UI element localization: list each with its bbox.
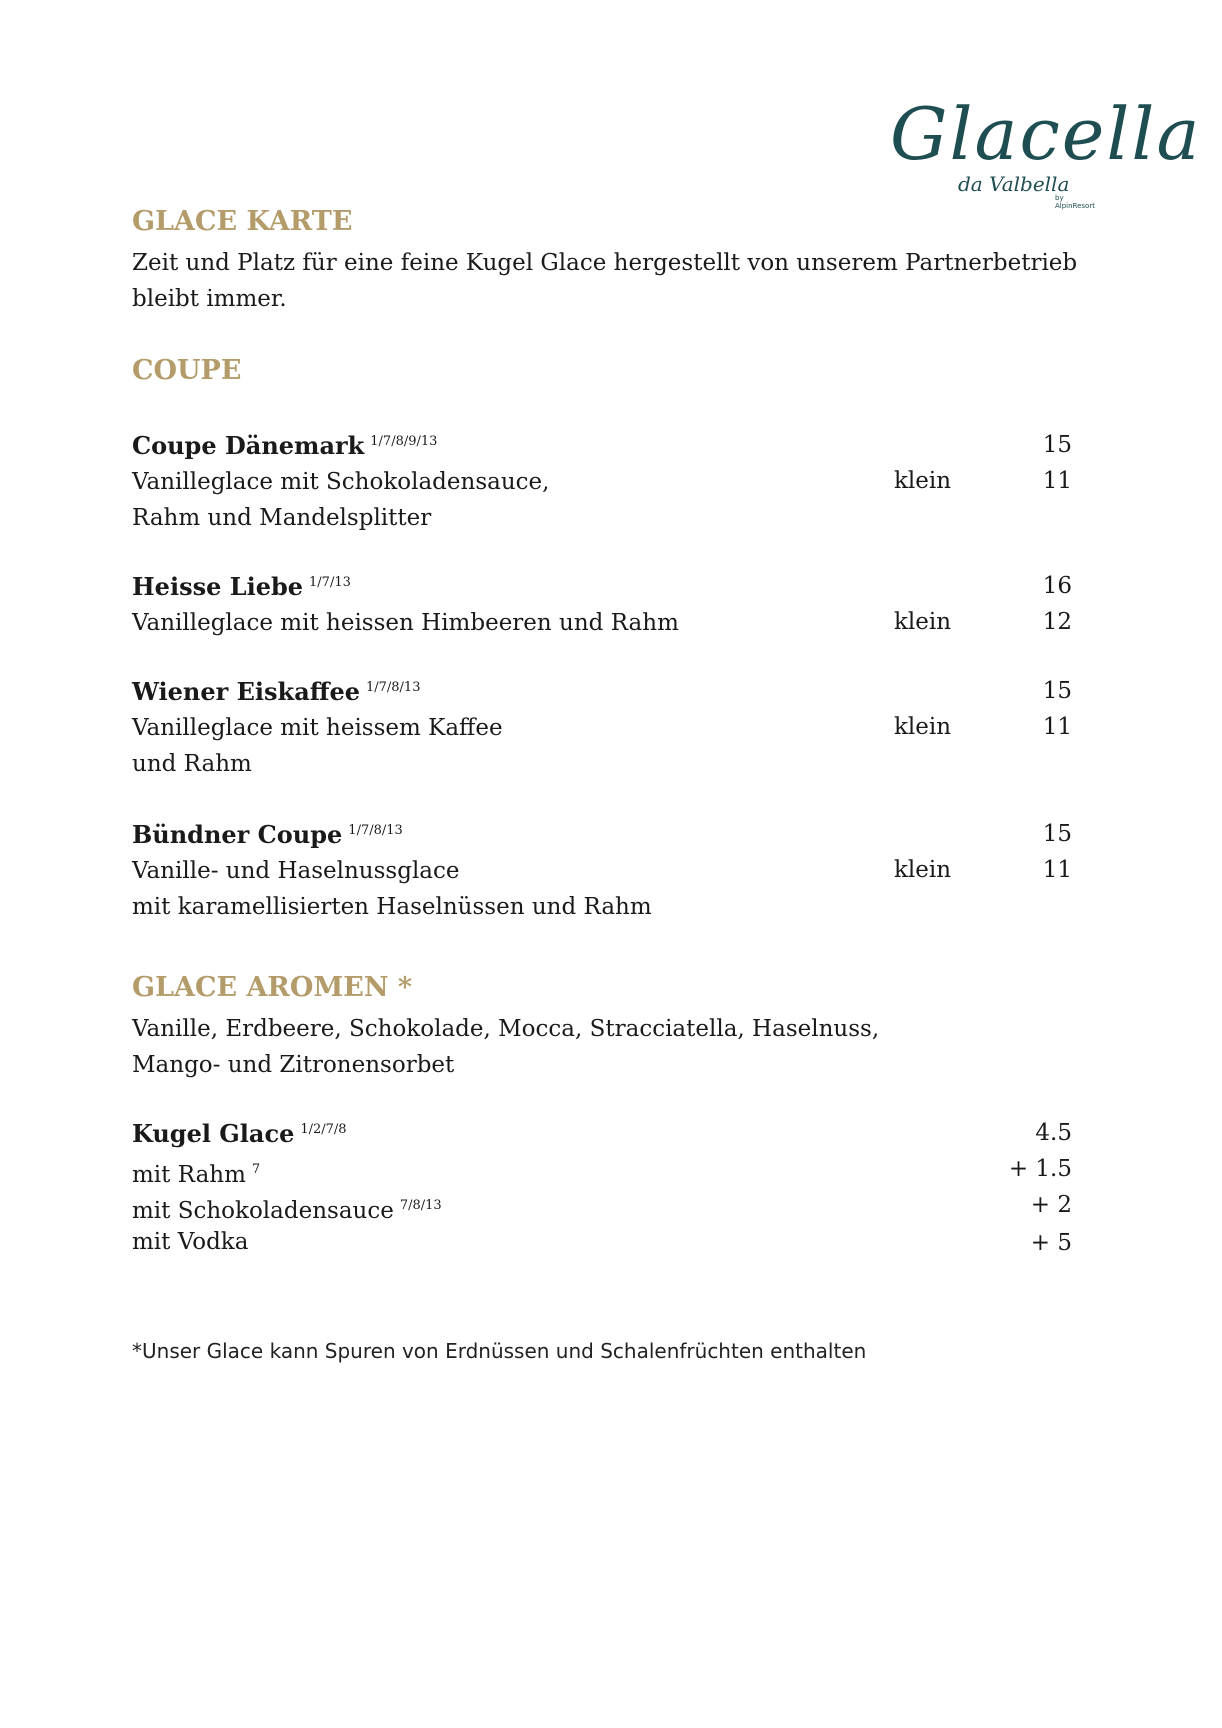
coupe-item-desc-1: Vanilleglace mit heissen Himbeeren und Rahm bbox=[132, 610, 679, 636]
coupe-item-desc-2: und Rahm bbox=[132, 751, 252, 777]
klein-label: klein bbox=[894, 714, 952, 740]
klein-price: 11 bbox=[1042, 714, 1072, 740]
coupe-title: COUPE bbox=[132, 355, 242, 386]
extra-schokoladensauce: mit Schokoladensauce $^{7/8/13}$ bbox=[132, 1198, 442, 1224]
allergen-codes: 7/8/13 bbox=[399, 1198, 442, 1213]
logo-main-text: Glacella bbox=[890, 92, 1202, 176]
glacella-logo bbox=[890, 92, 1202, 210]
klein-label: klein bbox=[894, 468, 952, 494]
allergen-codes: 7 bbox=[251, 1162, 261, 1177]
klein-price: 11 bbox=[1042, 468, 1072, 494]
allergen-codes: 1/7/8/13 bbox=[348, 823, 403, 838]
kugel-glace-price: 4.5 bbox=[1035, 1120, 1072, 1146]
glace-aromen-title: GLACE AROMEN * bbox=[132, 972, 413, 1003]
coupe-item-name: Bündner Coupe $^{1/7/8/13}$ bbox=[132, 820, 403, 849]
allergen-codes: 1/7/8/13 bbox=[365, 680, 421, 695]
allergen-codes: 1/7/13 bbox=[309, 575, 351, 590]
extra-rahm-price: + 1.5 bbox=[1008, 1156, 1072, 1182]
coupe-item-desc-2: mit karamellisierten Haselnüssen und Rahm bbox=[132, 894, 652, 920]
aromen-line-1: Vanille, Erdbeere, Schokolade, Mocca, Stracciatella, Haselnuss, bbox=[132, 1016, 880, 1042]
logo-sub-text: da Valbella bbox=[958, 172, 1070, 196]
aromen-line-2: Mango- und Zitronensorbet bbox=[132, 1052, 455, 1078]
coupe-item-price: 16 bbox=[1042, 573, 1072, 599]
coupe-item-desc-1: Vanille- und Haselnussglace bbox=[132, 858, 460, 884]
coupe-item-name: Wiener Eiskaffee $^{1/7/8/13}$ bbox=[132, 677, 421, 706]
kugel-glace-name: Kugel Glace $^{1/2/7/8}$ bbox=[132, 1119, 347, 1148]
coupe-item-desc-1: Vanilleglace mit heissem Kaffee bbox=[132, 715, 503, 741]
klein-label: klein bbox=[894, 609, 952, 635]
klein-price: 11 bbox=[1042, 857, 1072, 883]
extra-rahm: mit Rahm $^7$ bbox=[132, 1162, 261, 1188]
klein-label: klein bbox=[894, 857, 952, 883]
intro-line-1: Zeit und Platz für eine feine Kugel Glace hergestellt von unserem Partnerbetrieb bbox=[132, 250, 1078, 276]
coupe-item-desc-2: Rahm und Mandelsplitter bbox=[132, 505, 432, 531]
coupe-item-name: Coupe Dänemark $^{1/7/8/9/13}$ bbox=[132, 431, 438, 460]
allergen-footnote: *Unser Glace kann Spuren von Erdnüssen und Schalenfrüchten enthalten bbox=[132, 1339, 867, 1363]
glace-karte-title: GLACE KARTE bbox=[132, 206, 353, 237]
coupe-item-name: Heisse Liebe $^{1/7/13}$ bbox=[132, 572, 351, 601]
extra-vodka-price: + 5 bbox=[1030, 1230, 1072, 1256]
coupe-item-price: 15 bbox=[1042, 432, 1072, 458]
intro-line-2: bleibt immer. bbox=[132, 286, 287, 312]
allergen-codes: 1/7/8/9/13 bbox=[370, 434, 438, 449]
coupe-item-desc-1: Vanilleglace mit Schokoladensauce, bbox=[132, 469, 550, 495]
allergen-codes: 1/2/7/8 bbox=[300, 1122, 347, 1137]
extra-vodka: mit Vodka bbox=[132, 1229, 249, 1255]
coupe-item-price: 15 bbox=[1042, 678, 1072, 704]
extra-schokoladensauce-price: + 2 bbox=[1030, 1192, 1072, 1218]
klein-price: 12 bbox=[1042, 609, 1072, 635]
coupe-item-price: 15 bbox=[1042, 821, 1072, 847]
logo-tiny-text: by AlpinResort bbox=[1055, 194, 1095, 210]
